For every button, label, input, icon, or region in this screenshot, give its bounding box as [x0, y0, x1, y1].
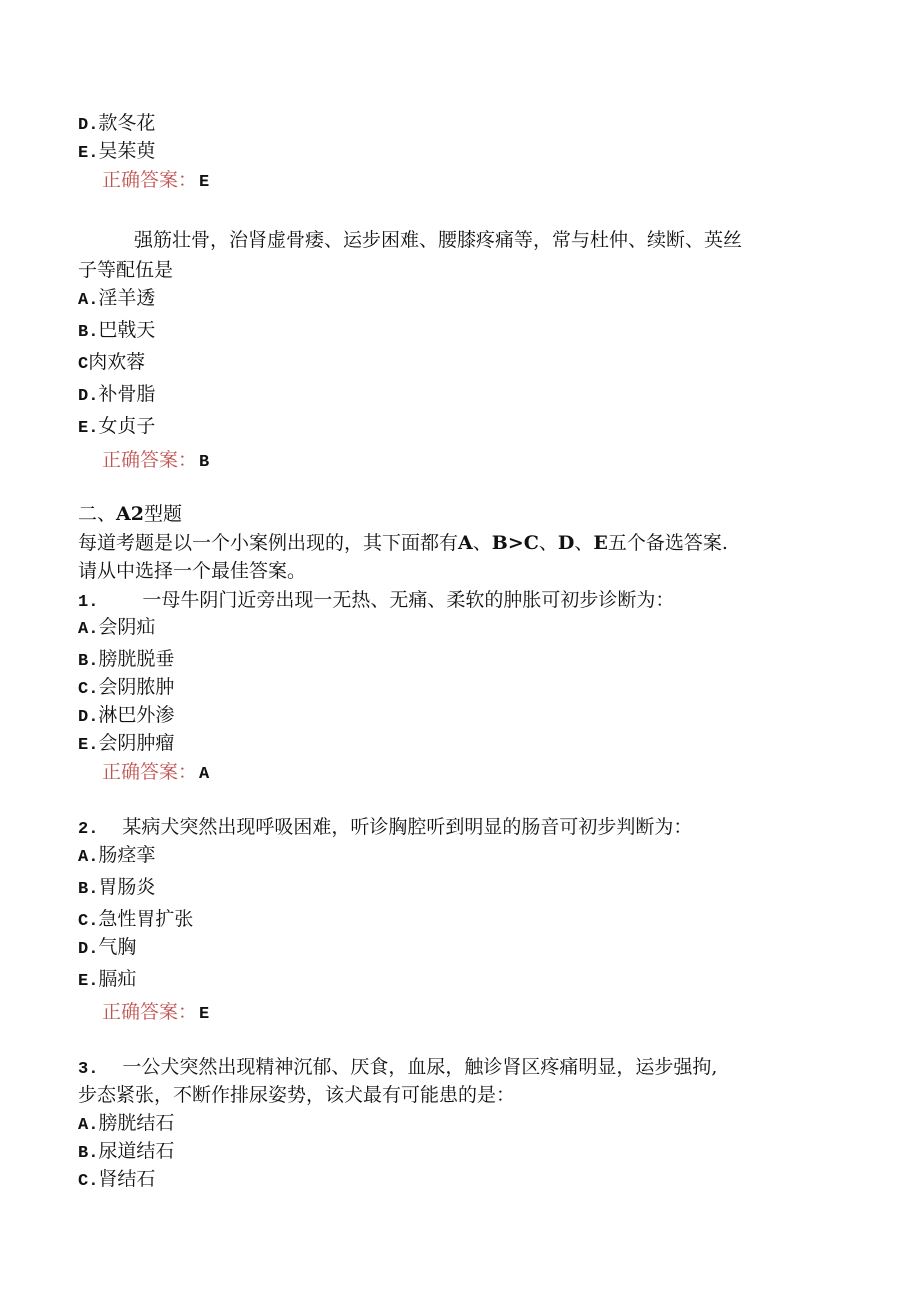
option-marker: A. — [78, 291, 99, 310]
option-marker: C — [78, 355, 89, 374]
question-text: 某病犬突然出现呼吸困难，听诊胸腔听到明显的肠音可初步判断为： — [122, 816, 693, 838]
option-marker: C. — [78, 1172, 99, 1191]
option-c — [78, 1167, 155, 1194]
option-b — [78, 875, 155, 902]
option-a — [78, 615, 155, 642]
option-d — [78, 111, 155, 138]
option-marker: E. — [78, 972, 99, 991]
answer-label: 正确答案： — [102, 761, 198, 783]
desc-letter: A — [458, 532, 473, 554]
option-text: 补骨脂 — [98, 383, 156, 405]
option-marker: B. — [78, 1144, 99, 1163]
option-b — [78, 318, 155, 345]
desc-text: 每道考题是以一个小案例出现的，其下面都有 — [78, 532, 459, 554]
option-marker: B. — [78, 323, 99, 342]
question-3-stem — [78, 1055, 717, 1082]
option-b — [78, 647, 174, 674]
question-stem-cont: 子等配伍是 — [78, 259, 174, 281]
correct-answer — [102, 168, 209, 195]
question-text: 一母牛阴门近旁出现一无热、无痛、柔软的肿胀可初步诊断为： — [142, 589, 675, 611]
section-heading — [78, 502, 182, 526]
desc-sep: 、 — [574, 532, 594, 554]
option-text: 膀胱结石 — [98, 1112, 175, 1134]
answer-value: B — [199, 453, 210, 472]
question-number: 3. — [78, 1060, 99, 1079]
option-b — [78, 1139, 174, 1166]
question-number: 1. — [78, 593, 99, 612]
option-text: 肠痉挛 — [98, 844, 156, 866]
option-text: 巴戟天 — [98, 319, 156, 341]
option-e — [78, 731, 174, 758]
option-c — [78, 675, 174, 702]
answer-value: E — [199, 173, 210, 192]
question-3-stem-cont: 步态紧张，不断作排尿姿势，该犬最有可能患的是： — [78, 1084, 516, 1106]
desc-text: 五个备选答案. — [607, 532, 728, 554]
heading-type: A2 — [116, 503, 144, 525]
option-text: 女贞子 — [98, 415, 156, 437]
desc-sep: 、 — [472, 532, 492, 554]
question-text: 一公犬突然出现精神沉郁、厌食，血尿，触诊肾区疼痛明显，运步强拘, — [122, 1056, 718, 1078]
option-marker: B. — [78, 880, 99, 899]
option-a — [78, 843, 155, 870]
answer-label: 正确答案： — [102, 449, 198, 471]
answer-value: A — [199, 765, 210, 784]
option-text: 胃肠炎 — [98, 876, 156, 898]
option-text: 肾结石 — [98, 1168, 156, 1190]
option-marker: E. — [78, 736, 99, 755]
desc-letter: B>C — [491, 532, 539, 554]
option-text: 款冬花 — [98, 112, 156, 134]
option-text: 膈疝 — [98, 968, 137, 990]
option-marker: D. — [78, 940, 99, 959]
option-marker: A. — [78, 620, 99, 639]
question-number: 2. — [78, 820, 99, 839]
question-1-stem — [78, 588, 674, 615]
option-marker: D. — [78, 708, 99, 727]
answer-label: 正确答案： — [102, 169, 198, 191]
option-text: 会阴疝 — [98, 616, 156, 638]
option-a — [78, 1111, 174, 1138]
option-text: 尿道结石 — [98, 1140, 175, 1162]
option-text: 会阴肿瘤 — [98, 732, 175, 754]
option-marker: D. — [78, 387, 99, 406]
answer-label: 正确答案： — [102, 1001, 198, 1023]
correct-answer — [102, 1000, 209, 1027]
option-d — [78, 935, 136, 962]
option-marker: B. — [78, 652, 99, 671]
desc-letter: E — [593, 532, 608, 554]
option-marker: C. — [78, 912, 99, 931]
option-marker: E. — [78, 144, 99, 163]
answer-value: E — [199, 1005, 210, 1024]
correct-answer — [102, 760, 209, 787]
question-2-stem — [78, 815, 692, 842]
option-e — [78, 414, 155, 441]
option-text: 急性胃扩张 — [98, 908, 194, 930]
option-marker: E. — [78, 419, 99, 438]
option-text: 淫羊透 — [98, 287, 156, 309]
desc-sep: 、 — [538, 532, 558, 554]
option-marker: A. — [78, 848, 99, 867]
option-marker: A. — [78, 1116, 99, 1135]
option-c — [78, 907, 193, 934]
option-text: 会阴脓肿 — [98, 676, 175, 698]
section-description-cont: 请从中选择一个最佳答案。 — [78, 560, 307, 582]
option-d — [78, 703, 174, 730]
question-stem: 强筋壮骨，治肾虚骨痿、运步困难、腰膝疼痛等，常与杜仲、续断、英丝 — [134, 229, 743, 251]
option-e — [78, 139, 155, 166]
section-description — [78, 531, 728, 555]
heading-prefix: 二、 — [78, 503, 117, 525]
option-text: 肉欢蓉 — [88, 351, 146, 373]
option-e — [78, 967, 136, 994]
desc-letter: D — [557, 532, 575, 554]
option-a — [78, 286, 155, 313]
heading-suffix: 型题 — [143, 503, 182, 525]
correct-answer — [102, 448, 209, 475]
option-text: 膀胱脱垂 — [98, 648, 175, 670]
option-text: 气胸 — [98, 936, 137, 958]
option-marker: D. — [78, 116, 99, 135]
option-marker: C. — [78, 680, 99, 699]
option-d — [78, 382, 155, 409]
option-c — [78, 350, 145, 377]
option-text: 淋巴外渗 — [98, 704, 175, 726]
option-text: 吴茱萸 — [98, 140, 156, 162]
